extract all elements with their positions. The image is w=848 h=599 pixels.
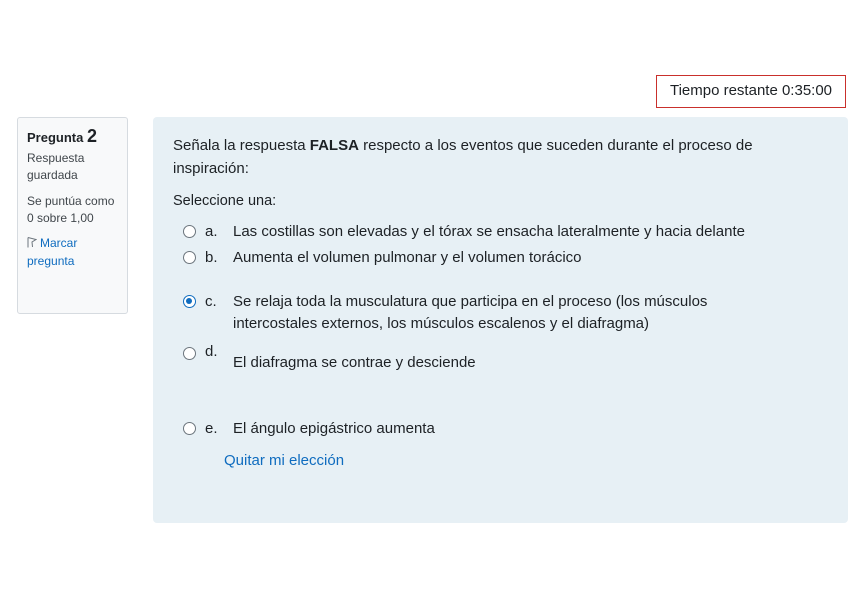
option-c[interactable] — [183, 291, 753, 335]
option-b[interactable] — [183, 247, 793, 269]
radio-c[interactable] — [183, 295, 196, 308]
radio-d[interactable] — [183, 347, 196, 360]
radio-b[interactable] — [183, 251, 196, 264]
option-letter: b. — [205, 249, 218, 266]
option-text: El diafragma se contrae y desciende — [233, 354, 476, 371]
clear-choice-link[interactable]: Quitar mi elección — [224, 452, 345, 469]
option-e[interactable] — [183, 418, 793, 440]
timer-value: 0:35:00 — [781, 82, 833, 99]
question-text-end: respecto a los eventos que suceden durante el proceso de inspiración: — [173, 137, 753, 177]
question-info-panel — [17, 117, 128, 314]
option-letter: e. — [205, 420, 218, 437]
question-text — [173, 134, 793, 180]
question-label: Pregunta — [27, 130, 84, 145]
option-text: Se relaja toda la musculatura que participa en el proceso (los músculos intercostales externos, los músculos escalenos y el diafragma) — [233, 293, 708, 332]
time-remaining — [656, 75, 846, 108]
option-d[interactable] — [183, 343, 793, 374]
option-a[interactable] — [183, 221, 793, 243]
flag-label: Marcar pregunta — [27, 236, 78, 268]
option-letter: d. — [205, 343, 218, 360]
question-text-start: Señala la respuesta — [173, 137, 310, 154]
question-text-emphasis: FALSA — [309, 137, 359, 154]
option-text: Aumenta el volumen pulmonar y el volumen torácico — [233, 249, 582, 266]
question-number-value: 2 — [86, 126, 97, 146]
option-text: Las costillas son elevadas y el tórax se ensacha lateralmente y hacia delante — [233, 223, 745, 240]
radio-e[interactable] — [183, 422, 196, 435]
flag-question-link[interactable] — [27, 235, 118, 270]
radio-a[interactable] — [183, 225, 196, 238]
answer-state: Respuesta guardada — [27, 151, 85, 182]
option-text: El ángulo epigástrico aumenta — [233, 420, 435, 437]
grade-info: Se puntúa como 0 sobre 1,00 — [27, 194, 115, 225]
timer-label: Tiempo restante — [669, 82, 778, 99]
option-letter: c. — [205, 293, 217, 310]
question-number — [27, 128, 118, 146]
answer-prompt: Seleccione una: — [173, 193, 277, 209]
option-letter: a. — [205, 223, 218, 240]
question-content — [153, 117, 848, 523]
flag-icon — [27, 236, 37, 253]
